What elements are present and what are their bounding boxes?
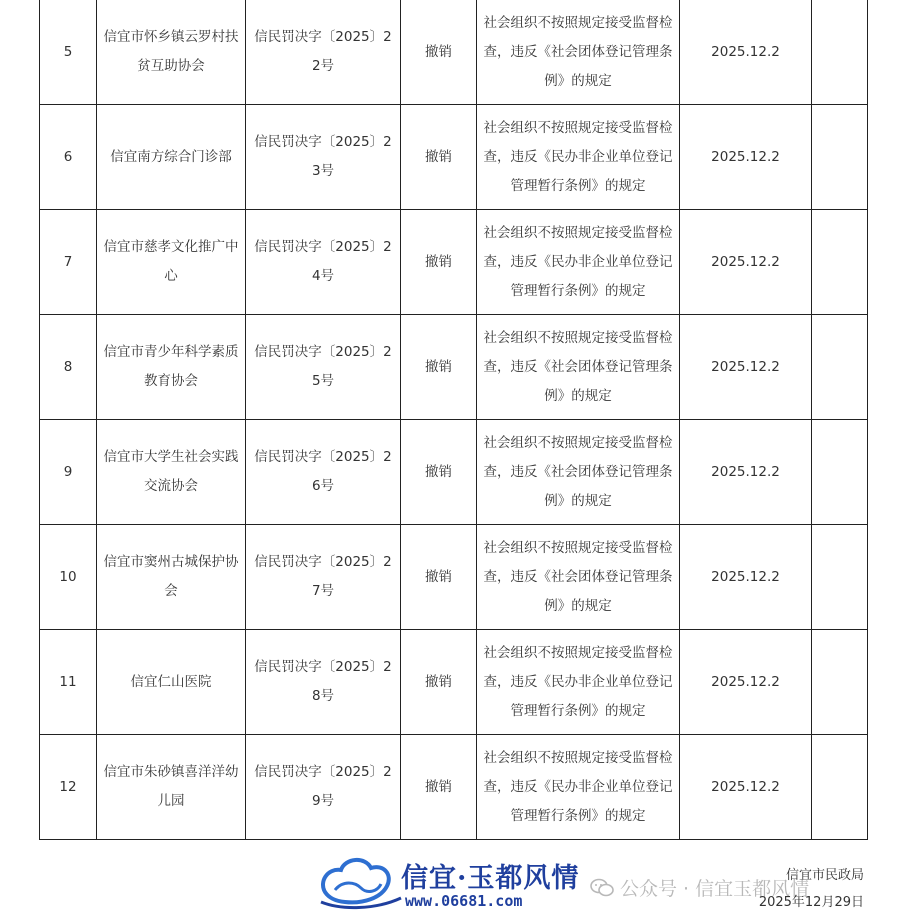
decision-number-cell: 信民罚决字〔2025〕28号: [246, 630, 401, 735]
issuer-name: 信宜市民政局: [785, 868, 864, 883]
penalty-type-cell: 撤销: [401, 315, 477, 420]
wechat-label: 公众号 · 信宜玉都风情: [620, 878, 810, 900]
table-row: [40, 105, 868, 210]
penalty-type-cell: 撤销: [401, 630, 477, 735]
org-name-cell: 信宜市大学生社会实践交流协会: [97, 420, 246, 525]
penalty-reason-cell: 社会组织不按照规定接受监督检查，违反《民办非企业单位登记管理暂行条例》的规定: [477, 630, 680, 735]
row-number-cell: 6: [40, 105, 97, 210]
page-footer: [0, 844, 901, 919]
row-number-cell: 11: [40, 630, 97, 735]
row-number-cell: 10: [40, 525, 97, 630]
penalty-type-cell: 撤销: [401, 735, 477, 840]
org-name-cell: 信宜市窦州古城保护协会: [97, 525, 246, 630]
table-row: [40, 0, 868, 105]
remark-cell: [812, 0, 868, 105]
row-number-cell: 7: [40, 210, 97, 315]
org-name-cell: 信宜市青少年科学素质教育协会: [97, 315, 246, 420]
remark-cell: [812, 420, 868, 525]
decision-number-cell: 信民罚决字〔2025〕26号: [246, 420, 401, 525]
penalty-date-cell: 2025.12.2: [680, 735, 812, 840]
decision-number-cell: 信民罚决字〔2025〕29号: [246, 735, 401, 840]
penalty-type-cell: 撤销: [401, 105, 477, 210]
org-name-cell: 信宜市朱砂镇喜洋洋幼儿园: [97, 735, 246, 840]
penalty-table-body: [40, 0, 868, 840]
table-row: [40, 210, 868, 315]
remark-cell: [812, 525, 868, 630]
penalty-reason-cell: 社会组织不按照规定接受监督检查，违反《民办非企业单位登记管理暂行条例》的规定: [477, 210, 680, 315]
row-number-cell: 9: [40, 420, 97, 525]
remark-cell: [812, 105, 868, 210]
table-row: [40, 735, 868, 840]
penalty-date-cell: 2025.12.2: [680, 420, 812, 525]
decision-number-cell: 信民罚决字〔2025〕22号: [246, 0, 401, 105]
penalty-reason-cell: 社会组织不按照规定接受监督检查，违反《社会团体登记管理条例》的规定: [477, 420, 680, 525]
issue-date: 2025年12月29日: [758, 895, 864, 910]
row-number-cell: 12: [40, 735, 97, 840]
penalty-type-cell: 撤销: [401, 210, 477, 315]
decision-number-cell: 信民罚决字〔2025〕24号: [246, 210, 401, 315]
decision-number-cell: 信民罚决字〔2025〕25号: [246, 315, 401, 420]
table-row: [40, 315, 868, 420]
table-row: [40, 630, 868, 735]
remark-cell: [812, 630, 868, 735]
penalty-date-cell: 2025.12.2: [680, 525, 812, 630]
logo-title: 信宜·玉都风情: [401, 863, 580, 894]
table-row: [40, 525, 868, 630]
org-name-cell: 信宜市慈孝文化推广中心: [97, 210, 246, 315]
wechat-icon: [590, 878, 614, 898]
penalty-reason-cell: 社会组织不按照规定接受监督检查，违反《民办非企业单位登记管理暂行条例》的规定: [477, 105, 680, 210]
penalty-reason-cell: 社会组织不按照规定接受监督检查，违反《民办非企业单位登记管理暂行条例》的规定: [477, 735, 680, 840]
penalty-type-cell: 撤销: [401, 420, 477, 525]
penalty-date-cell: 2025.12.2: [680, 105, 812, 210]
penalty-reason-cell: 社会组织不按照规定接受监督检查，违反《社会团体登记管理条例》的规定: [477, 0, 680, 105]
org-name-cell: 信宜市怀乡镇云罗村扶贫互助协会: [97, 0, 246, 105]
org-name-cell: 信宜仁山医院: [97, 630, 246, 735]
penalty-type-cell: 撤销: [401, 0, 477, 105]
row-number-cell: 8: [40, 315, 97, 420]
penalty-date-cell: 2025.12.2: [680, 0, 812, 105]
remark-cell: [812, 210, 868, 315]
penalty-reason-cell: 社会组织不按照规定接受监督检查，违反《社会团体登记管理条例》的规定: [477, 315, 680, 420]
penalty-reason-cell: 社会组织不按照规定接受监督检查，违反《社会团体登记管理条例》的规定: [477, 525, 680, 630]
penalty-table: [39, 0, 868, 840]
remark-cell: [812, 315, 868, 420]
cloud-wave-logo-icon: [315, 852, 407, 914]
penalty-date-cell: 2025.12.2: [680, 315, 812, 420]
penalty-date-cell: 2025.12.2: [680, 630, 812, 735]
logo-url[interactable]: www.06681.com: [405, 892, 523, 910]
table-row: [40, 420, 868, 525]
remark-cell: [812, 735, 868, 840]
site-logo[interactable]: [315, 852, 590, 914]
decision-number-cell: 信民罚决字〔2025〕27号: [246, 525, 401, 630]
penalty-type-cell: 撤销: [401, 525, 477, 630]
decision-number-cell: 信民罚决字〔2025〕23号: [246, 105, 401, 210]
org-name-cell: 信宜南方综合门诊部: [97, 105, 246, 210]
row-number-cell: 5: [40, 0, 97, 105]
penalty-date-cell: 2025.12.2: [680, 210, 812, 315]
